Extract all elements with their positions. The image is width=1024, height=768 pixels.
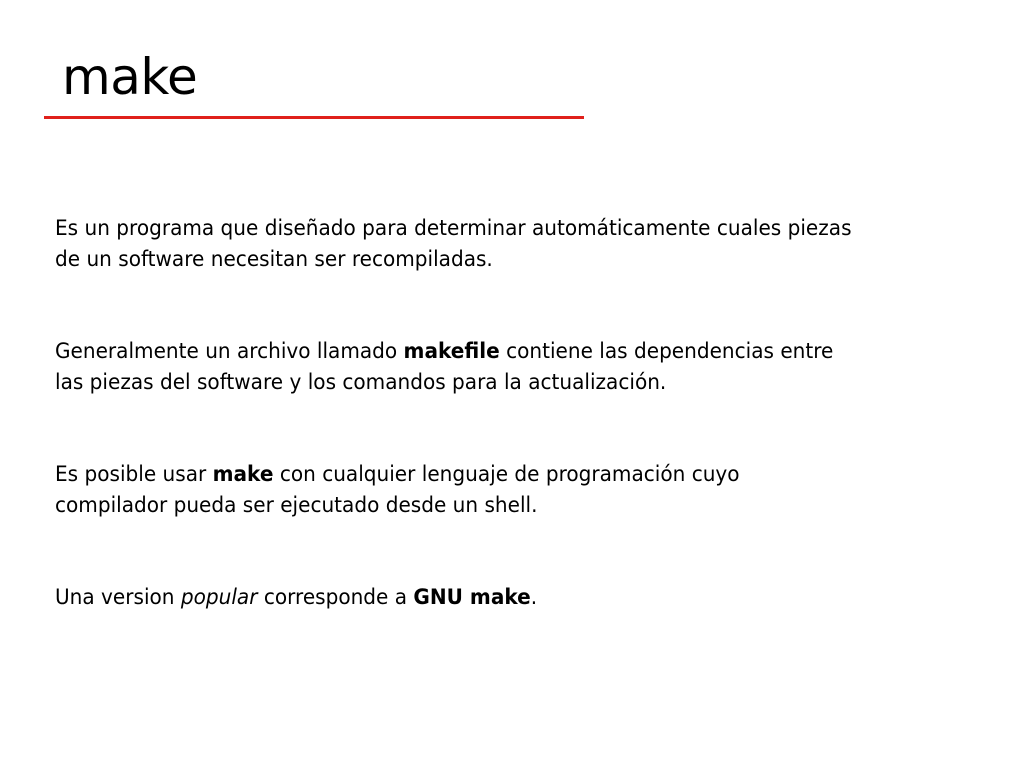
- text-run: Generalmente un archivo llamado: [55, 339, 404, 363]
- text-run: con cualquier lenguaje de programación cuyo: [273, 462, 740, 486]
- text-run: corresponde a: [257, 585, 414, 609]
- paragraph-makefile: [55, 336, 943, 398]
- paragraph-line: las piezas del software y los comandos para la actualización.: [55, 370, 667, 394]
- paragraph-usage: [55, 459, 943, 521]
- bold-term-gnu-make: GNU make: [413, 585, 531, 609]
- paragraph-line: Es un programa que diseñado para determinar automáticamente cuales piezas: [55, 216, 852, 240]
- text-run: Es posible usar: [55, 462, 213, 486]
- text-run: .: [530, 585, 538, 609]
- bold-term-makefile: makefile: [403, 339, 500, 363]
- italic-term-popular: popular: [180, 585, 258, 609]
- text-run: Una version: [55, 585, 181, 609]
- paragraph-line: [55, 459, 943, 490]
- paragraph-definition: [55, 213, 943, 275]
- title-underline: [44, 116, 584, 119]
- bold-term-make: make: [212, 462, 274, 486]
- paragraph-line: [55, 582, 943, 613]
- text-run: contiene las dependencias entre: [499, 339, 834, 363]
- paragraph-gnu-make: [55, 582, 943, 613]
- paragraph-line: compilador pueda ser ejecutado desde un shell.: [55, 493, 538, 517]
- paragraph-line: [55, 336, 943, 367]
- paragraph-line: de un software necesitan ser recompiladas.: [55, 247, 493, 271]
- slide-title: make: [62, 48, 198, 106]
